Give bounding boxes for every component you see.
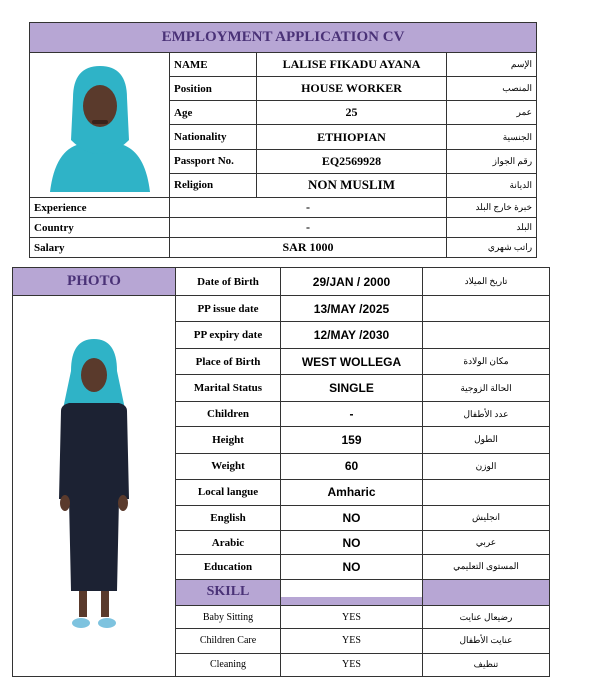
value-height: 159: [281, 427, 423, 453]
arabic-cleaning: تنظيف: [423, 653, 550, 676]
value-education: NO: [281, 555, 423, 579]
label-place-of-birth: Place of Birth: [176, 348, 281, 374]
value-children: -: [281, 401, 423, 426]
headshot-cell: [30, 53, 170, 198]
skill-header-spacer: [281, 579, 423, 605]
arabic-arabic: عربي: [423, 530, 550, 554]
arabic-dob: تاريخ الميلاد: [423, 268, 550, 296]
label-religion: Religion: [170, 173, 257, 197]
arabic-country: البلد: [447, 218, 537, 238]
arabic-nationality: الجنسية: [447, 125, 537, 149]
value-pp-issue: 13/MAY /2025: [281, 296, 423, 322]
value-baby-sitting: YES: [281, 606, 423, 629]
arabic-passport: رقم الجواز: [447, 149, 537, 173]
value-religion: NON MUSLIM: [257, 173, 447, 197]
details-table: [12, 267, 550, 677]
fullbody-photo: [49, 331, 139, 641]
value-weight: 60: [281, 453, 423, 479]
arabic-education: المستوى التعليمي: [423, 555, 550, 579]
arabic-religion: الديانة: [447, 173, 537, 197]
skill-header: SKILL: [176, 579, 281, 605]
arabic-pp-issue: [423, 296, 550, 322]
value-pp-expiry: 12/MAY /2030: [281, 322, 423, 348]
cv-title: EMPLOYMENT APPLICATION CV: [30, 23, 537, 53]
label-education: Education: [176, 555, 281, 579]
arabic-place-of-birth: مكان الولادة: [423, 348, 550, 374]
value-dob: 29/JAN / 2000: [281, 268, 423, 296]
arabic-english: انجليش: [423, 505, 550, 530]
arabic-children: عدد الأطفال: [423, 401, 550, 426]
arabic-position: المنصب: [447, 77, 537, 101]
value-position: HOUSE WORKER: [257, 77, 447, 101]
label-salary: Salary: [30, 238, 170, 258]
value-children-care: YES: [281, 629, 423, 653]
value-age: 25: [257, 101, 447, 125]
photo-header: PHOTO: [13, 268, 176, 296]
arabic-pp-expiry: [423, 322, 550, 348]
label-cleaning: Cleaning: [176, 653, 281, 676]
value-english: NO: [281, 505, 423, 530]
label-baby-sitting: Baby Sitting: [176, 606, 281, 629]
label-passport: Passport No.: [170, 149, 257, 173]
label-name: NAME: [170, 53, 257, 77]
value-country: -: [170, 218, 447, 238]
arabic-local-language: [423, 480, 550, 505]
fullbody-cell: [13, 296, 176, 677]
arabic-baby-sitting: رضيعال عنايت: [423, 606, 550, 629]
arabic-name: الإسم: [447, 53, 537, 77]
arabic-experience: خبرة خارج البلد: [447, 198, 537, 218]
value-passport: EQ2569928: [257, 149, 447, 173]
label-children-care: Children Care: [176, 629, 281, 653]
label-height: Height: [176, 427, 281, 453]
label-weight: Weight: [176, 453, 281, 479]
label-local-language: Local langue: [176, 480, 281, 505]
arabic-weight: الوزن: [423, 453, 550, 479]
arabic-marital-status: الحالة الزوجية: [423, 375, 550, 401]
arabic-salary: راتب شهري: [447, 238, 537, 258]
value-place-of-birth: WEST WOLLEGA: [281, 348, 423, 374]
value-nationality: ETHIOPIAN: [257, 125, 447, 149]
value-arabic: NO: [281, 530, 423, 554]
value-name: LALISE FIKADU AYANA: [257, 53, 447, 77]
label-pp-expiry: PP expiry date: [176, 322, 281, 348]
value-experience: -: [170, 198, 447, 218]
skill-header-blank: [423, 579, 550, 605]
arabic-children-care: عنايت الأطفال: [423, 629, 550, 653]
label-nationality: Nationality: [170, 125, 257, 149]
top-info-table: [29, 22, 537, 258]
value-marital-status: SINGLE: [281, 375, 423, 401]
label-marital-status: Marital Status: [176, 375, 281, 401]
label-english: English: [176, 505, 281, 530]
label-dob: Date of Birth: [176, 268, 281, 296]
label-arabic: Arabic: [176, 530, 281, 554]
arabic-age: عمر: [447, 101, 537, 125]
label-experience: Experience: [30, 198, 170, 218]
label-age: Age: [170, 101, 257, 125]
value-salary: SAR 1000: [170, 238, 447, 258]
value-local-language: Amharic: [281, 480, 423, 505]
label-children: Children: [176, 401, 281, 426]
label-country: Country: [30, 218, 170, 238]
headshot-photo: [45, 58, 155, 192]
label-pp-issue: PP issue date: [176, 296, 281, 322]
arabic-height: الطول: [423, 427, 550, 453]
label-position: Position: [170, 77, 257, 101]
value-cleaning: YES: [281, 653, 423, 676]
